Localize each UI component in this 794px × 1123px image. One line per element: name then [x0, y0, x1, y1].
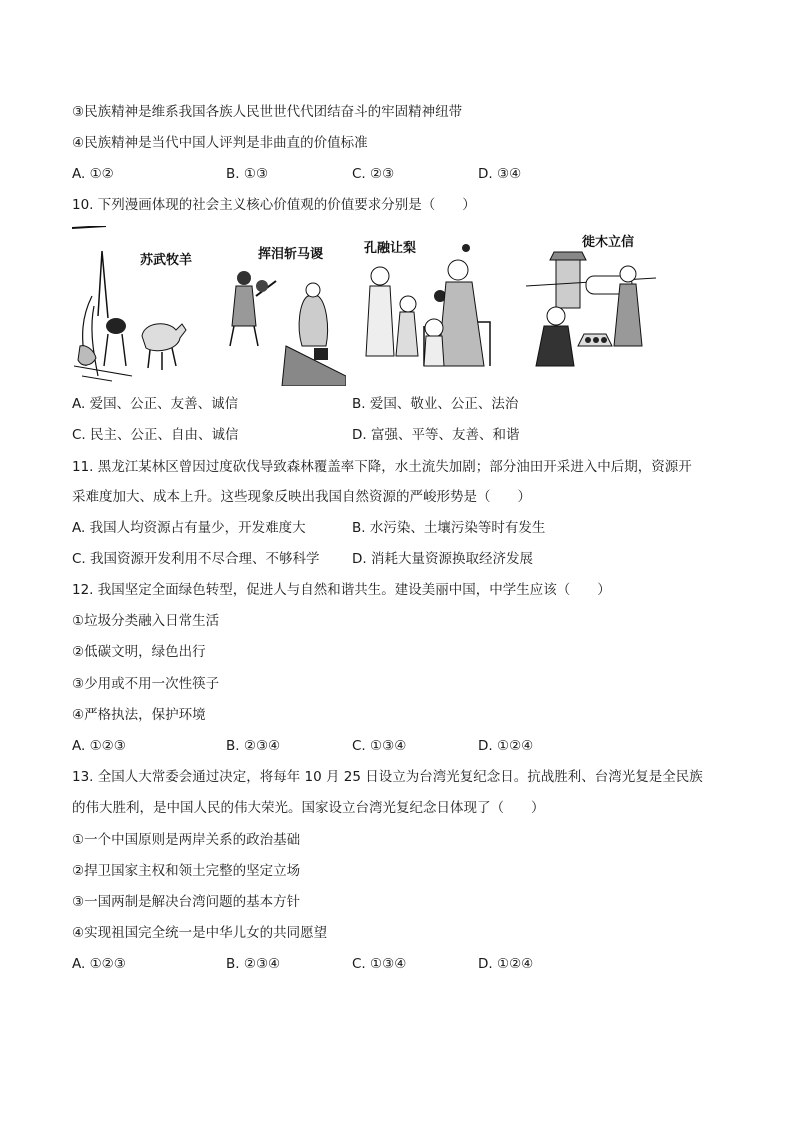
su-wu-illustration	[72, 226, 202, 386]
q9-statement-4: ④民族精神是当代中国人评判是非曲直的价值标准	[72, 135, 368, 151]
q13-option-c[interactable]: C. ①③④	[352, 956, 407, 972]
q12-option-b[interactable]: B. ②③④	[226, 738, 281, 754]
comic-su-wu	[72, 226, 202, 386]
q11-stem-line-2: 采难度加大、成本上升。这些现象反映出我国自然资源的严峻形势是（ ）	[72, 489, 531, 505]
q12-statement-4: ④严格执法，保护环境	[72, 707, 206, 723]
comic-caption: 苏武牧羊	[140, 253, 193, 268]
q11-option-d[interactable]: D. 消耗大量资源换取经济发展	[352, 551, 533, 567]
q12-stem: 12. 我国坚定全面绿色转型，促进人与自然和谐共生。建设美丽中国，中学生应该（ ）	[72, 582, 611, 598]
xi-mu-li-xin-illustration	[516, 226, 656, 386]
q9-option-d[interactable]: D. ③④	[478, 166, 522, 182]
kong-rong-illustration	[360, 226, 500, 386]
q12-option-a[interactable]: A. ①②③	[72, 738, 126, 754]
q12-statement-2: ②低碳文明，绿色出行	[72, 644, 206, 660]
q12-option-d[interactable]: D. ①②④	[478, 738, 534, 754]
q9-option-b[interactable]: B. ①③	[226, 166, 269, 182]
q10-option-b[interactable]: B. 爱国、敬业、公正、法治	[352, 396, 519, 412]
q10-option-c[interactable]: C. 民主、公正、自由、诚信	[72, 427, 239, 443]
q13-statement-2: ②捍卫国家主权和领土完整的坚定立场	[72, 863, 301, 879]
comic-caption: 挥泪斩马谡	[258, 247, 324, 262]
q13-option-b[interactable]: B. ②③④	[226, 956, 281, 972]
q13-option-a[interactable]: A. ①②③	[72, 956, 126, 972]
comic-kong-rong	[360, 226, 500, 386]
q11-option-a[interactable]: A. 我国人均资源占有量少，开发难度大	[72, 520, 306, 536]
q9-option-a[interactable]: A. ①②	[72, 166, 114, 182]
q13-stem-line-1: 13. 全国人大常委会通过决定，将每年 10 月 25 日设立为台湾光复纪念日。抗战胜利、台湾光复是全民族	[72, 769, 703, 785]
q12-option-c[interactable]: C. ①③④	[352, 738, 407, 754]
q13-statement-3: ③一国两制是解决台湾问题的基本方针	[72, 894, 301, 910]
comic-zhan-ma-su	[216, 226, 346, 386]
q13-statement-4: ④实现祖国完全统一是中华儿女的共同愿望	[72, 925, 328, 941]
q11-option-b[interactable]: B. 水污染、土壤污染等时有发生	[352, 520, 546, 536]
q11-stem-line-1: 11. 黑龙江某林区曾因过度砍伐导致森林覆盖率下降，水土流失加剧；部分油田开采进入中后期，资源开	[72, 459, 692, 475]
q10-option-d[interactable]: D. 富强、平等、友善、和谐	[352, 427, 520, 443]
q9-option-c[interactable]: C. ②③	[352, 166, 395, 182]
q10-stem: 10. 下列漫画体现的社会主义核心价值观的价值要求分别是（ ）	[72, 197, 476, 213]
comic-caption: 孔融让梨	[364, 241, 417, 256]
q13-statement-1: ①一个中国原则是两岸关系的政治基础	[72, 832, 301, 848]
comic-xi-mu-li-xin	[516, 226, 656, 386]
q9-statement-3: ③民族精神是维系我国各族人民世世代代团结奋斗的牢固精神纽带	[72, 104, 463, 120]
q13-stem-line-2: 的伟大胜利，是中国人民的伟大荣光。国家设立台湾光复纪念日体现了（ ）	[72, 800, 545, 816]
comic-caption: 徙木立信	[582, 235, 635, 250]
q12-statement-1: ①垃圾分类融入日常生活	[72, 613, 220, 629]
q11-option-c[interactable]: C. 我国资源开发利用不尽合理、不够科学	[72, 551, 320, 567]
q12-statement-3: ③少用或不用一次性筷子	[72, 676, 220, 692]
q13-option-d[interactable]: D. ①②④	[478, 956, 534, 972]
q10-option-a[interactable]: A. 爱国、公正、友善、诚信	[72, 396, 239, 412]
zhan-ma-su-illustration	[216, 226, 346, 386]
